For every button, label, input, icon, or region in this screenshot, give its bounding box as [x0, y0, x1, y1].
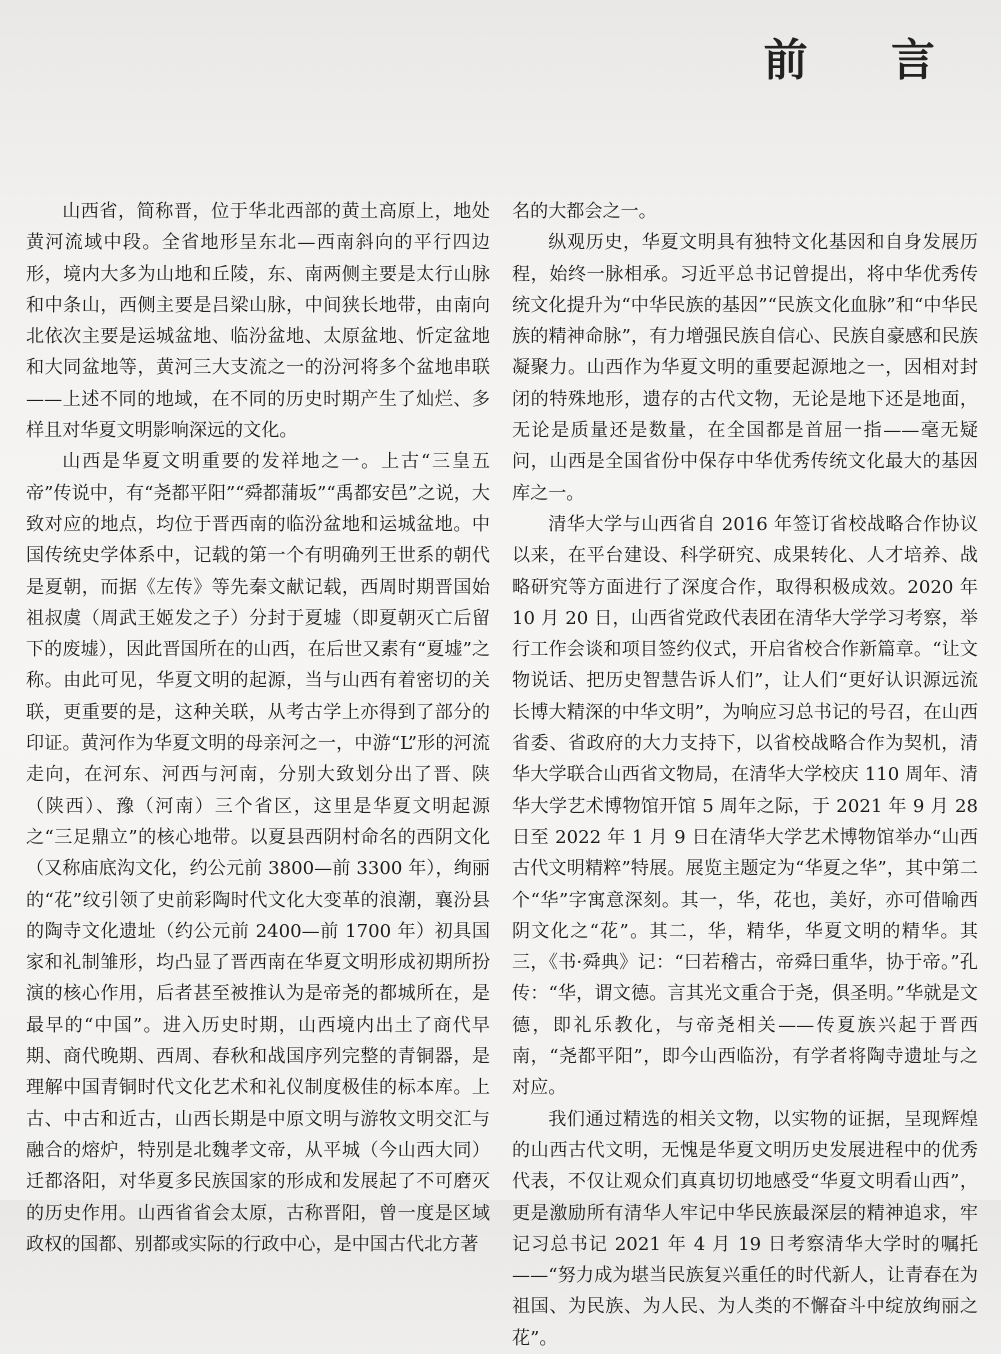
right-column [512, 196, 978, 1354]
page-title: 前 言 [763, 35, 969, 86]
paragraph: 山西是华夏文明重要的发祥地之一。上古“三皇五帝”传说中，有“尧都平阳”“舜都蒲坂”“禹都安邑”之说，大致对应的地点，均位于晋西南的临汾盆地和运城盆地。中国传统史学体系中，记载的第一个有明确列王世系的朝代是夏朝，而据《左传》等先秦文献记载，西周时期晋国始祖叔虞（周武王姬发之子）分封于夏墟（即夏朝灭亡后留下的废墟），因此晋国所在的山西，在后世又素有“夏墟”之称。由此可见，华夏文明的起源，当与山西有着密切的关联，更重要的是，这种关联，从考古学上亦得到了部分的印证。黄河作为华夏文明的母亲河之一，中游“L”形的河流走向，在河东、河西与河南，分别大致划分出了晋、陕（陕西）、豫（河南）三个省区，这里是华夏文明起源之“三足鼎立”的核心地带。以夏县西阴村命名的西阴文化（又称庙底沟文化，约公元前 3800—前 3300 年），绚丽的“花”纹引领了史前彩陶时代文化大变革的浪潮，襄汾县的陶寺文化遗址（约公元前 2400—前 1700 年）初具国家和礼制雏形，均凸显了晋西南在华夏文明形成初期所扮演的核心作用，后者甚至被推认为是帝尧的都城所在，是最早的“中国”。进入历史时期，山西境内出土了商代早期、商代晚期、西周、春秋和战国序列完整的青铜器，是理解中国青铜时代文化艺术和礼仪制度极佳的标本库。上古、中古和近古，山西长期是中原文明与游牧文明交汇与融合的熔炉，特别是北魏孝文帝，从平城（今山西大同）迁都洛阳，对华夏多民族国家的形成和发展起了不可磨灭的历史作用。山西省省会太原，古称晋阳，曾一度是区域政权的国都、别都或实际的行政中心，是中国古代北方著 [26, 451, 490, 1255]
paragraph: 纵观历史，华夏文明具有独特文化基因和自身发展历程，始终一脉相承。习近平总书记曾提出，将中华优秀传统文化提升为“中华民族的基因”“民族文化血脉”和“中华民族的精神命脉”，有力增强民族自信心、民族自豪感和民族凝聚力。山西作为华夏文明的重要起源地之一，因相对封闭的特殊地形，遗存的古代文物，无论是地下还是地面，无论是质量还是数量，在全国都是首屈一指——毫无疑问，山西是全国省份中保存中华优秀传统文化最大的基因库之一。 [512, 232, 978, 504]
paragraph: 我们通过精选的相关文物，以实物的证据，呈现辉煌的山西古代文明，无愧是华夏文明历史发展进程中的优秀代表，不仅让观众们真真切切地感受“华夏文明看山西”，更是激励所有清华人牢记中华民族最深层的精神追求，牢记习总书记 2021 年 4 月 19 日考察清华大学时的嘱托——“努力成为堪当民族复兴重任的时代新人，让青春在为祖国、为民族、为人民、为人类的不懈奋斗中绽放绚丽之花”。 [512, 1108, 978, 1349]
paragraph: 山西省，简称晋，位于华北西部的黄土高原上，地处黄河流域中段。全省地形呈东北—西南斜向的平行四边形，境内大多为山地和丘陵，东、南两侧主要是太行山脉和中条山，西侧主要是吕梁山脉，中间狭长地带，由南向北依次主要是运城盆地、临汾盆地、太原盆地、忻定盆地和大同盆地等，黄河三大支流之一的汾河将多个盆地串联——上述不同的地域，在不同的历史时期产生了灿烂、多样且对华夏文明影响深远的文化。 [26, 201, 490, 442]
paragraph: 清华大学与山西省自 2016 年签订省校战略合作协议以来，在平台建设、科学研究、成果转化、人才培养、战略研究等方面进行了深度合作，取得积极成效。2020 年 10 月 20 日，山西省党政代表团在清华大学学习考察，举行工作会谈和项目签约仪式，开启省校合作新篇章。“让文物说话、把历史智慧告诉人们”，让人们“更好认识源远流长博大精深的中华文明”，为响应习总书记的号召，在山西省委、省政府的大力支持下，以省校战略合作为契机，清华大学联合山西省文物局，在清华大学校庆 110 周年、清华大学艺术博物馆开馆 5 周年之际，于 2021 年 9 月 28 日至 2022 年 1 月 9 日在清华大学艺术博物馆举办“山西古代文明精粹”特展。展览主题定为“华夏之华”，其中第二个“华”字寓意深刻。其一，华，花也，美好，亦可借喻西阴文化之“花”。其二，华，精华，华夏文明的精华。其三，《书·舜典》记：“曰若稽古，帝舜曰重华，协于帝。”孔传：“华，谓文德。言其光文重合于尧，俱圣明。”华就是文德，即礼乐教化，与帝尧相关——传夏族兴起于晋西南，“尧都平阳”，即今山西临汾，有学者将陶寺遗址与之对应。 [512, 513, 978, 1099]
paragraph-continuation: 名的大都会之一。 [512, 201, 657, 222]
left-column [26, 196, 490, 1260]
